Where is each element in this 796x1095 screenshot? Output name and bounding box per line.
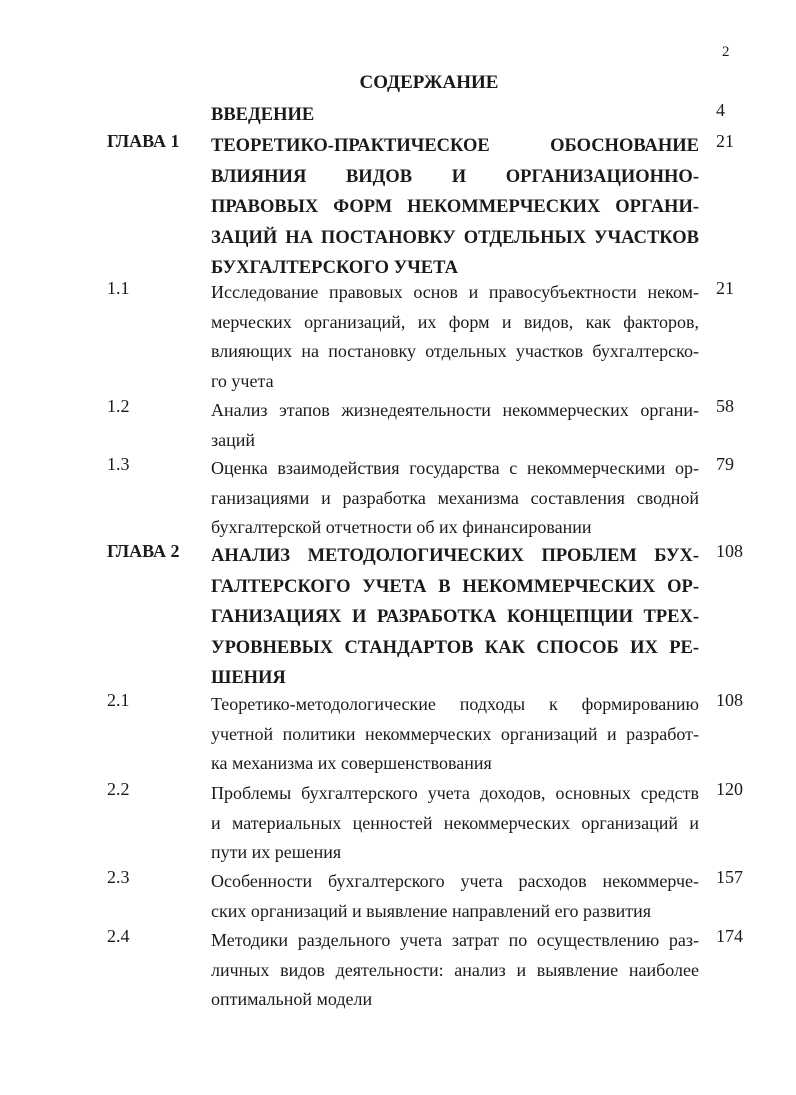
toc-line: ганизациями и разработка механизма составления сводной (211, 487, 699, 508)
toc-line: Проблемы бухгалтерского учета доходов, основных средств (211, 783, 699, 803)
page-title: СОДЕРЖАНИЕ (359, 72, 499, 93)
toc-entry-title (211, 541, 699, 694)
toc-page-number: 157 (716, 867, 743, 887)
toc-section-label: 2.4 (107, 926, 130, 946)
toc-line: ГАЛТЕРСКОГО УЧЕТА В НЕКОММЕРЧЕСКИХ ОР- (211, 576, 699, 597)
toc-line: АНАЛИЗ МЕТОДОЛОГИЧЕСКИХ ПРОБЛЕМ БУХ- (211, 546, 699, 566)
toc-line: Анализ этапов жизнедеятельности некоммерческих органи- (211, 400, 699, 420)
toc-line: ШЕНИЯ (211, 668, 286, 689)
toc-section-label: 1.3 (107, 454, 130, 474)
toc-line: личных видов деятельности: анализ и выявление наиболее (211, 959, 699, 980)
toc-line: влияющих на постановку отдельных участков бухгалтерско- (211, 341, 699, 361)
page-number: 2 (722, 44, 730, 60)
toc-line: ПРАВОВЫХ ФОРМ НЕКОММЕРЧЕСКИХ ОРГАНИ- (211, 197, 699, 218)
toc-line: учетной политики некоммерческих организаций и разработ- (211, 723, 699, 744)
toc-entry-title (211, 779, 699, 868)
toc-line: оптимальной модели (211, 989, 373, 1009)
toc-entry-title (211, 131, 699, 284)
toc-chapter-label: ГЛАВА 2 (107, 541, 180, 561)
toc-line: ЗАЦИЙ НА ПОСТАНОВКУ ОТДЕЛЬНЫХ УЧАСТКОВ (211, 227, 699, 248)
toc-chapter-label: ГЛАВА 1 (107, 131, 180, 151)
toc-line: Особенности бухгалтерского учета расходов некоммерче- (211, 871, 699, 891)
toc-entry-title (211, 396, 699, 455)
toc-section-label: 2.1 (107, 690, 130, 710)
toc-line: Теоретико-методологические подходы к формированию (211, 694, 699, 714)
toc-line: бухгалтерской отчетности об их финансировании (211, 517, 592, 537)
toc-line: и материальных ценностей некоммерческих организаций и (211, 812, 699, 833)
toc-entry-title (211, 278, 699, 396)
toc-page-number: 21 (716, 131, 734, 151)
toc-page-number: 4 (716, 100, 725, 120)
toc-line: УРОВНЕВЫХ СТАНДАРТОВ КАК СПОСОБ ИХ РЕ- (211, 637, 699, 658)
toc-entry-title (211, 454, 699, 543)
toc-section-label: 1.2 (107, 396, 130, 416)
toc-line: пути их решения (211, 842, 342, 862)
toc-page-number: 79 (716, 454, 734, 474)
toc-line: го учета (211, 370, 274, 391)
toc-line: ВЛИЯНИЯ ВИДОВ И ОРГАНИЗАЦИОННО- (211, 166, 699, 187)
toc-line: ка механизма их совершенствования (211, 753, 492, 773)
toc-page-number: 120 (716, 779, 743, 799)
toc-entry-title (211, 690, 699, 779)
toc-line: заций (211, 429, 255, 450)
toc-page-number: 108 (716, 541, 743, 561)
toc-page-number: 174 (716, 926, 743, 946)
toc-line: Исследование правовых основ и правосубъектности неком- (211, 282, 699, 302)
toc-line: Оценка взаимодействия государства с некоммерческими ор- (211, 458, 699, 478)
toc-line: ВВЕДЕНИЕ (211, 105, 315, 125)
toc-line: Методики раздельного учета затрат по осуществлению раз- (211, 930, 699, 950)
toc-entry-title (211, 867, 699, 926)
toc-section-label: 1.1 (107, 278, 130, 298)
toc-line: ТЕОРЕТИКО-ПРАКТИЧЕСКОЕ ОБОСНОВАНИЕ (211, 136, 699, 156)
toc-section-label: 2.2 (107, 779, 130, 799)
toc-line: мерческих организаций, их форм и видов, как факторов, (211, 311, 699, 332)
toc-entry-title (211, 926, 699, 1015)
toc-entry-title (211, 100, 699, 131)
toc-line: ГАНИЗАЦИЯХ И РАЗРАБОТКА КОНЦЕПЦИИ ТРЕХ- (211, 607, 699, 628)
toc-page-number: 108 (716, 690, 743, 710)
toc-line: ских организаций и выявление направлений его развития (211, 900, 652, 921)
toc-line: БУХГАЛТЕРСКОГО УЧЕТА (211, 258, 458, 279)
toc-page-number: 58 (716, 396, 734, 416)
toc-page-number: 21 (716, 278, 734, 298)
toc-section-label: 2.3 (107, 867, 130, 887)
